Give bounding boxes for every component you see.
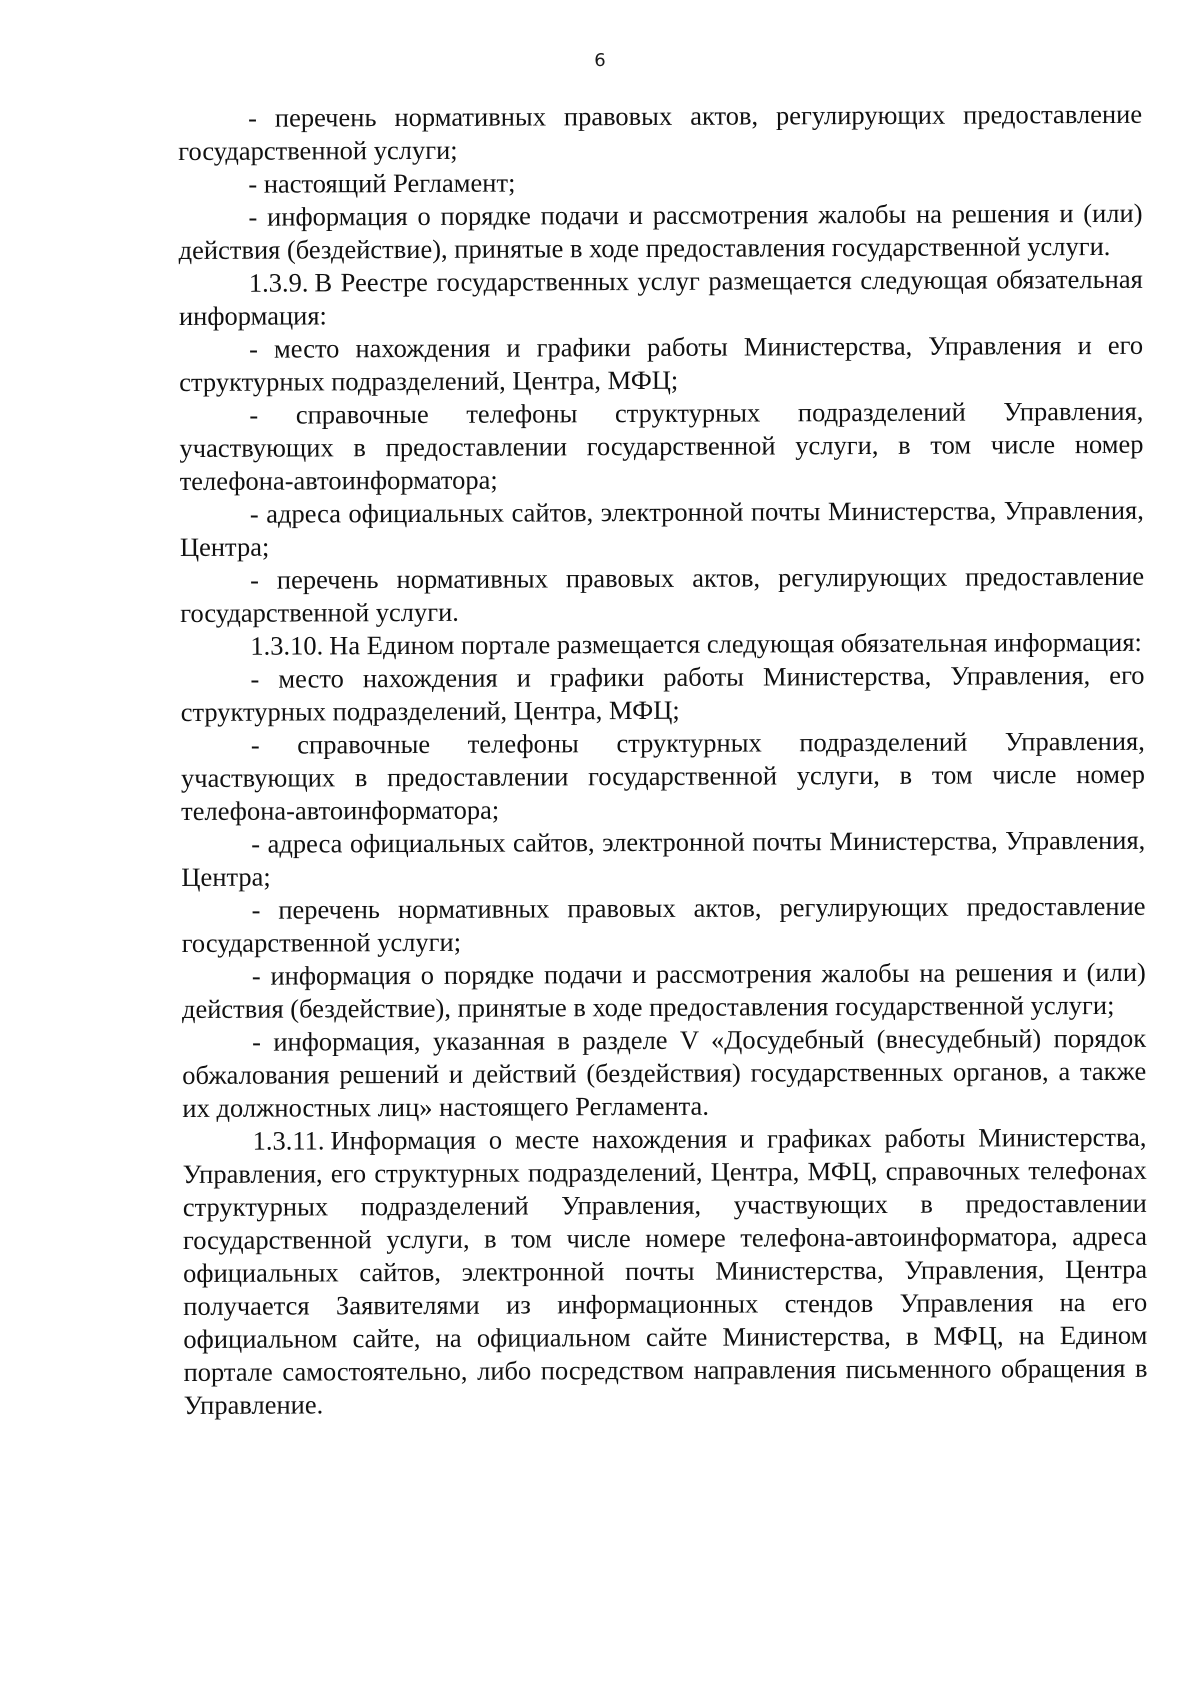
list-item-paragraph [182,1022,1146,1125]
list-item-paragraph [180,560,1144,630]
paragraph-text: На Едином портале размещается следующая обязательная информация: [329,626,1142,661]
paragraph-text: - перечень нормативных правовых актов, регулирующих предоставление государственной услуги; [178,98,1143,166]
list-item-paragraph [178,164,1142,201]
section-paragraph [182,1121,1147,1422]
paragraph-text: Информация о месте нахождения и графиках работы Министерства, Управления, его структурных подразделений, Центра, МФЦ, справочных телефонах структурных подразделений Управления, участвующих в предоставлении государственной услуги, в том числе номере телефона-автоинформатора, адреса официальных сайтов, электронной почты Министерства, Управления, Центра получается Заявителями из информационных стендов Управления на его официальном сайте, на официальном сайте Министерства, в МФЦ, на Едином портале самостоятельно, либо посредством направления письменного обращения в Управление. [182,1121,1148,1420]
page-number: 6 [594,50,606,71]
document-body [178,98,1148,1422]
paragraph-text: - информация о порядке подачи и рассмотрения жалобы на решения и (или) действия (бездействие), принятые в ходе предоставления государственной услуги; [181,956,1146,1024]
paragraph-text: - место нахождения и графики работы Министерства, Управления, его структурных подразделений, Центра, МФЦ; [180,659,1145,727]
list-item-paragraph [182,956,1146,1026]
paragraph-text: - адреса официальных сайтов, электронной почты Министерства, Управления, Центра; [181,824,1146,892]
paragraph-text: - настоящий Регламент; [248,167,516,199]
list-item-paragraph [181,890,1145,960]
paragraph-text: - справочные телефоны структурных подразделений Управления, участвующих в предоставлении государственной услуги, в том числе номер телефона-автоинформатора; [179,395,1144,496]
list-item-paragraph [179,329,1143,399]
list-item-paragraph [181,725,1145,828]
section-number: 1.3.9. [248,267,309,298]
paragraph-text: В Реестре государственных услуг размещается следующая обязательная информация: [178,263,1143,331]
list-item-paragraph [180,659,1144,729]
list-item-paragraph [181,824,1145,894]
paragraph-text: - адреса официальных сайтов, электронной почты Министерства, Управления, Центра; [179,494,1144,562]
list-item-paragraph [178,98,1142,168]
list-item-paragraph [179,395,1143,498]
section-paragraph [180,626,1144,663]
paragraph-text: - перечень нормативных правовых актов, регулирующих предоставление государственной услуги; [181,890,1146,958]
section-paragraph [179,263,1143,333]
paragraph-text: - информация о порядке подачи и рассмотрения жалобы на решения и (или) действия (бездействие), принятые в ходе предоставления государственной услуги. [178,197,1143,265]
paragraph-text: - перечень нормативных правовых актов, регулирующих предоставление государственной услуги. [180,560,1145,628]
list-item-paragraph [180,494,1144,564]
paragraph-text: - справочные телефоны структурных подразделений Управления, участвующих в предоставлении государственной услуги, в том числе номер телефона-автоинформатора; [180,725,1146,826]
list-item-paragraph [178,197,1142,267]
paragraph-text: - место нахождения и графики работы Министерства, Управления и его структурных подразделений, Центра, МФЦ; [179,329,1144,397]
section-number: 1.3.10. [250,630,324,661]
paragraph-text: - информация, указанная в разделе V «Досудебный (внесудебный) порядок обжалования решений и действий (бездействия) государственных органов, а также их должностных лиц» настоящего Регламента. [182,1022,1147,1123]
section-number: 1.3.11. [252,1125,325,1156]
